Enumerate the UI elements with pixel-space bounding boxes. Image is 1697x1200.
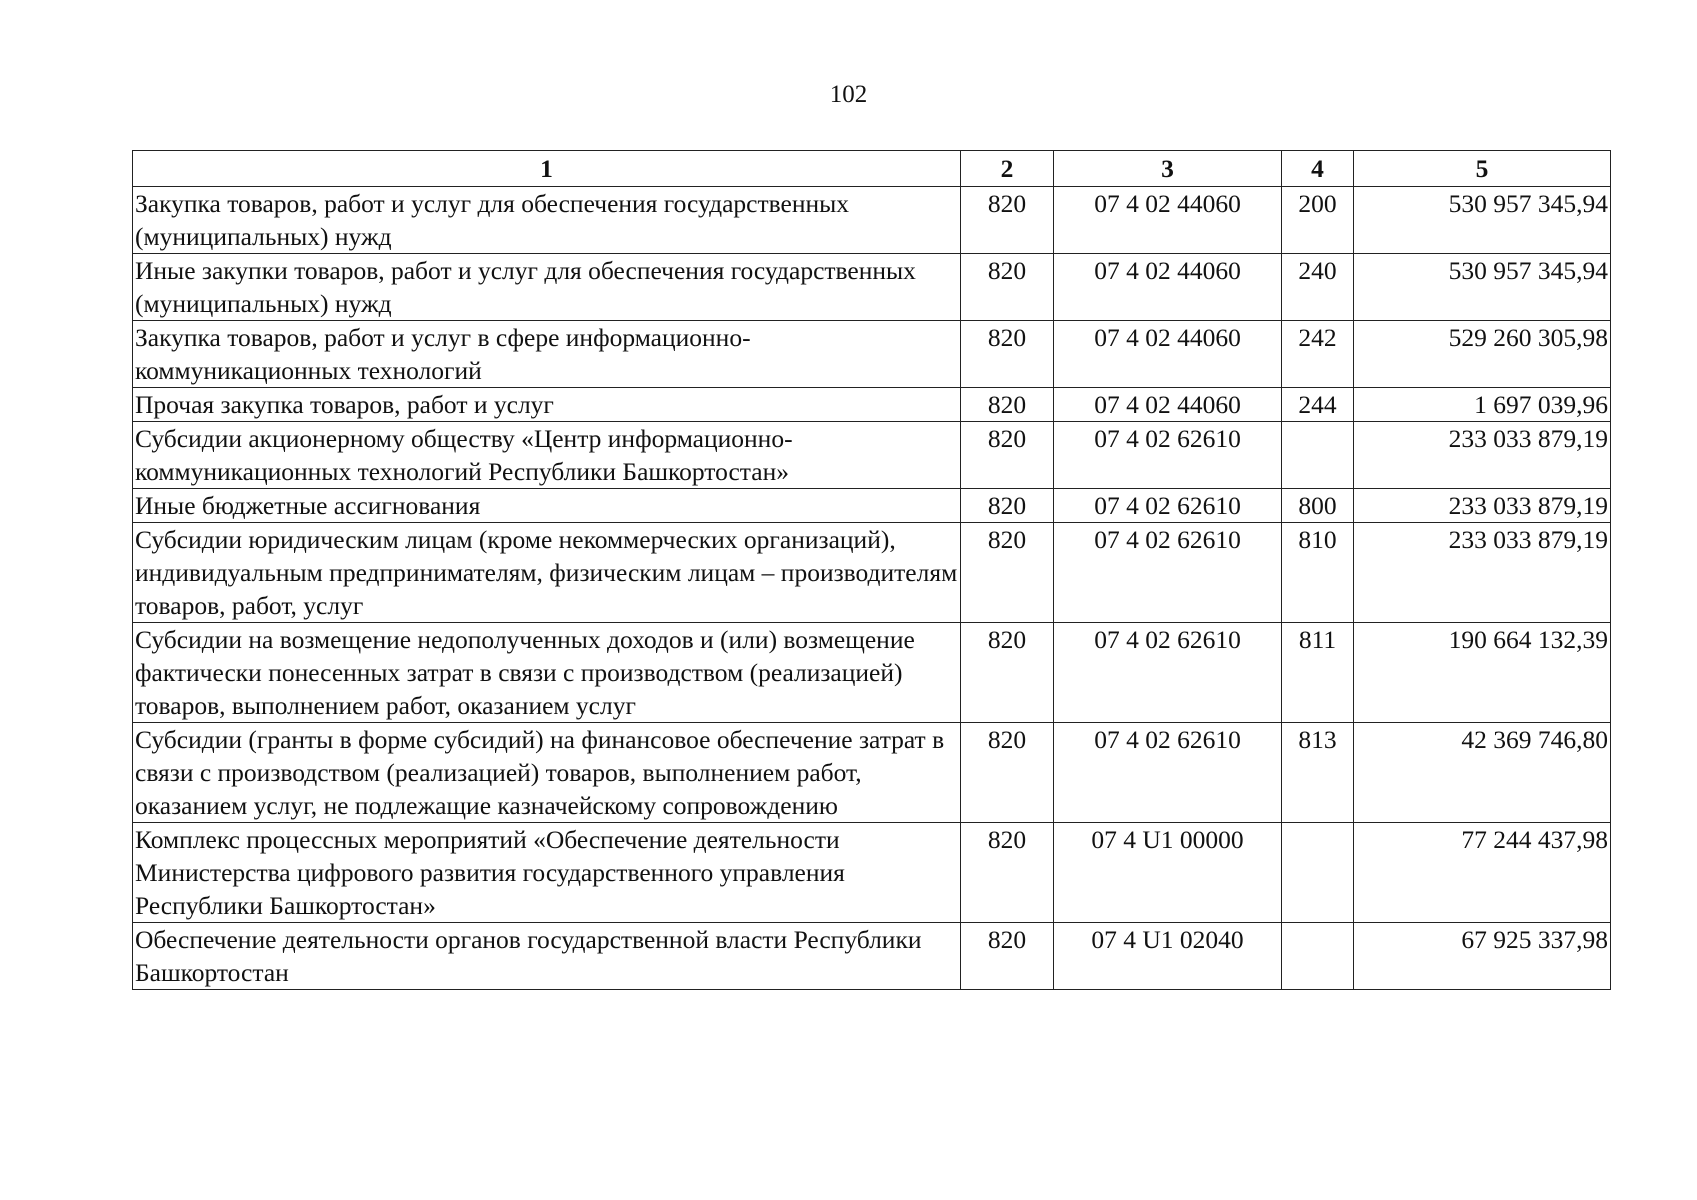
row-ministry-code: 820 — [961, 623, 1054, 723]
row-ministry-code: 820 — [961, 489, 1054, 523]
row-amount: 233 033 879,19 — [1354, 523, 1611, 623]
row-target-article: 07 4 02 44060 — [1054, 187, 1282, 254]
row-target-article: 07 4 02 44060 — [1054, 254, 1282, 321]
row-expense-type — [1282, 823, 1354, 923]
row-amount: 67 925 337,98 — [1354, 923, 1611, 990]
column-header-3: 3 — [1054, 151, 1282, 187]
row-amount: 42 369 746,80 — [1354, 723, 1611, 823]
table-row — [133, 723, 1611, 823]
column-header-4: 4 — [1282, 151, 1354, 187]
row-name: Закупка товаров, работ и услуг для обеспечения государственных (муниципальных) нужд — [133, 187, 961, 254]
row-amount: 530 957 345,94 — [1354, 187, 1611, 254]
row-name: Иные закупки товаров, работ и услуг для обеспечения государственных (муниципальных) нужд — [133, 254, 961, 321]
row-expense-type: 242 — [1282, 321, 1354, 388]
row-name: Обеспечение деятельности органов государственной власти Республики Башкортостан — [133, 923, 961, 990]
table-row — [133, 254, 1611, 321]
column-header-1: 1 — [133, 151, 961, 187]
row-target-article: 07 4 U1 00000 — [1054, 823, 1282, 923]
row-ministry-code: 820 — [961, 823, 1054, 923]
row-ministry-code: 820 — [961, 523, 1054, 623]
row-ministry-code: 820 — [961, 422, 1054, 489]
table-row — [133, 923, 1611, 990]
column-header-2: 2 — [961, 151, 1054, 187]
row-name: Закупка товаров, работ и услуг в сфере информационно-коммуникационных технологий — [133, 321, 961, 388]
row-ministry-code: 820 — [961, 321, 1054, 388]
row-amount: 529 260 305,98 — [1354, 321, 1611, 388]
row-expense-type — [1282, 923, 1354, 990]
row-target-article: 07 4 02 62610 — [1054, 523, 1282, 623]
table-row — [133, 187, 1611, 254]
column-header-5: 5 — [1354, 151, 1611, 187]
budget-table — [132, 150, 1611, 990]
row-name: Субсидии юридическим лицам (кроме некоммерческих организаций), индивидуальным предпринимателям, физическим лицам – производителям товаров, работ, услуг — [133, 523, 961, 623]
row-expense-type: 813 — [1282, 723, 1354, 823]
row-expense-type: 200 — [1282, 187, 1354, 254]
table-row — [133, 623, 1611, 723]
row-ministry-code: 820 — [961, 187, 1054, 254]
row-target-article: 07 4 02 62610 — [1054, 489, 1282, 523]
row-target-article: 07 4 02 44060 — [1054, 388, 1282, 422]
row-expense-type: 240 — [1282, 254, 1354, 321]
row-expense-type — [1282, 422, 1354, 489]
row-name: Комплекс процессных мероприятий «Обеспечение деятельности Министерства цифрового развития государственного управления Республики Башкортостан» — [133, 823, 961, 923]
row-amount: 233 033 879,19 — [1354, 489, 1611, 523]
table-row — [133, 523, 1611, 623]
row-ministry-code: 820 — [961, 923, 1054, 990]
table-row — [133, 422, 1611, 489]
row-name: Субсидии на возмещение недополученных доходов и (или) возмещение фактически понесенных затрат в связи с производством (реализацией) товаров, выполнением работ, оказанием услуг — [133, 623, 961, 723]
row-name: Субсидии (гранты в форме субсидий) на финансовое обеспечение затрат в связи с производством (реализацией) товаров, выполнением работ, оказанием услуг, не подлежащие казначейскому сопровождению — [133, 723, 961, 823]
row-target-article: 07 4 U1 02040 — [1054, 923, 1282, 990]
row-amount: 190 664 132,39 — [1354, 623, 1611, 723]
row-expense-type: 244 — [1282, 388, 1354, 422]
row-name: Прочая закупка товаров, работ и услуг — [133, 388, 961, 422]
row-expense-type: 800 — [1282, 489, 1354, 523]
row-amount: 77 244 437,98 — [1354, 823, 1611, 923]
row-expense-type: 810 — [1282, 523, 1354, 623]
row-ministry-code: 820 — [961, 723, 1054, 823]
page-number: 102 — [829, 81, 868, 108]
row-expense-type: 811 — [1282, 623, 1354, 723]
table-row — [133, 321, 1611, 388]
row-ministry-code: 820 — [961, 388, 1054, 422]
table-header-row — [133, 151, 1611, 187]
row-name: Иные бюджетные ассигнования — [133, 489, 961, 523]
table-row — [133, 489, 1611, 523]
row-target-article: 07 4 02 62610 — [1054, 723, 1282, 823]
row-amount: 233 033 879,19 — [1354, 422, 1611, 489]
row-amount: 1 697 039,96 — [1354, 388, 1611, 422]
table-row — [133, 823, 1611, 923]
row-target-article: 07 4 02 62610 — [1054, 422, 1282, 489]
row-amount: 530 957 345,94 — [1354, 254, 1611, 321]
table-row — [133, 388, 1611, 422]
row-name: Субсидии акционерному обществу «Центр информационно-коммуникационных технологий Республики Башкортостан» — [133, 422, 961, 489]
row-ministry-code: 820 — [961, 254, 1054, 321]
row-target-article: 07 4 02 44060 — [1054, 321, 1282, 388]
row-target-article: 07 4 02 62610 — [1054, 623, 1282, 723]
